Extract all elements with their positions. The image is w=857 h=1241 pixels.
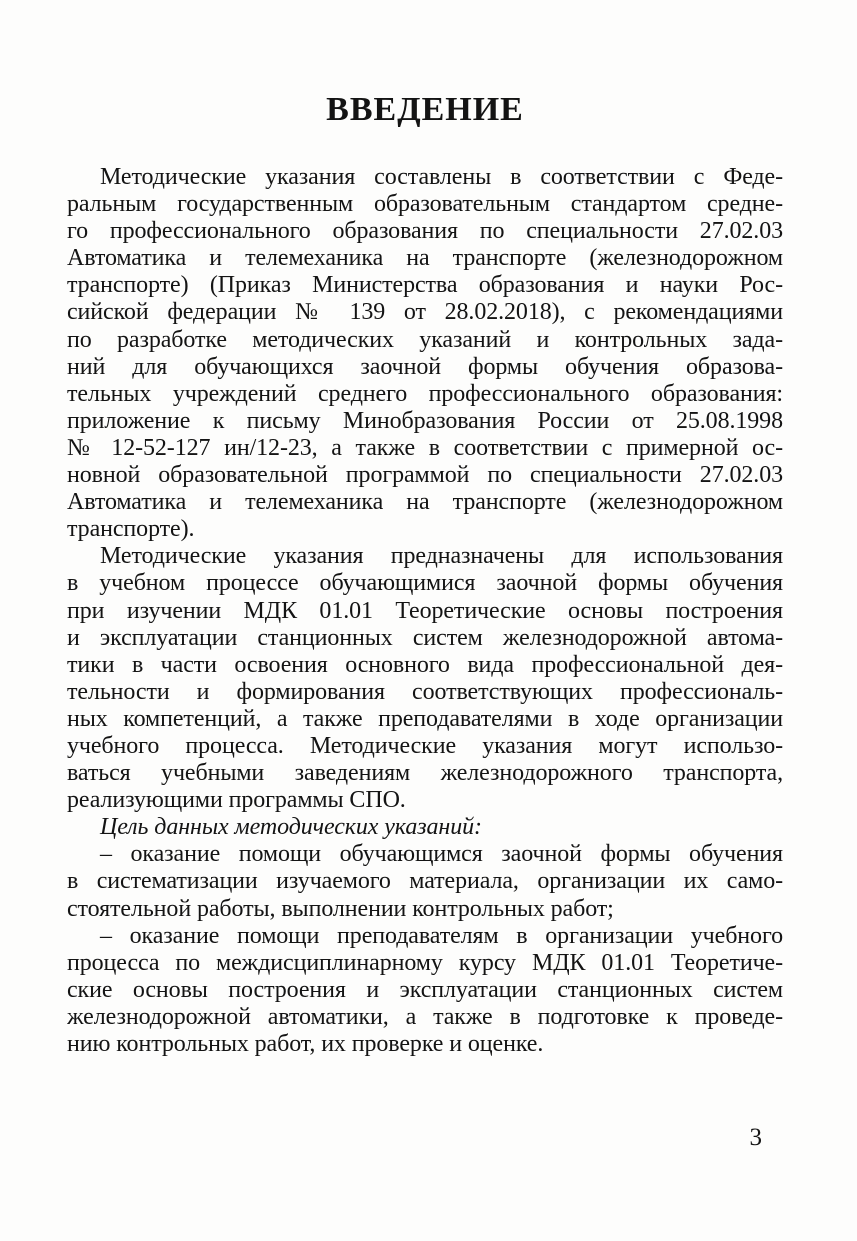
text-line: – оказание помощи обучающимся заочной формы обучения	[100, 841, 783, 868]
text-line: го профессионального образования по специальности 27.02.03	[67, 218, 783, 245]
text-line: Автоматика и телемеханика на транспорте (железнодорожном	[67, 489, 783, 516]
text-line: стоятельной работы, выполнении контрольных работ;	[67, 895, 614, 922]
text-line: № 12-52-127 ин/12-23, а также в соответствии с примерной ос-	[67, 434, 783, 461]
text-line: Методические указания предназначены для использования	[100, 543, 783, 570]
text-line: по разработке методических указаний и контрольных зада-	[67, 326, 783, 353]
text-line: ний для обучающихся заочной формы обучения образова-	[67, 353, 783, 380]
text-line: нию контрольных работ, их проверке и оценке.	[67, 1031, 544, 1057]
text-line: при изучении МДК 01.01 Теоретические основы построения	[67, 597, 783, 624]
text-line: ральным государственным образовательным стандартом средне-	[67, 191, 783, 218]
document-body	[67, 164, 783, 1058]
text-line: Методические указания составлены в соответствии с Феде-	[100, 164, 783, 190]
text-line: – оказание помощи преподавателям в организации учебного	[100, 922, 783, 949]
text-line: и эксплуатации станционных систем железнодорожной автома-	[67, 624, 783, 651]
text-line: транспорте) (Приказ Министерства образования и науки Рос-	[67, 272, 783, 299]
text-line: ваться учебными заведениям железнодорожного транспорта,	[67, 760, 783, 787]
text-line: тельности и формирования соответствующих профессиональ-	[67, 678, 783, 705]
text-line: новной образовательной программой по специальности 27.02.03	[67, 462, 783, 489]
page-title: ВВЕДЕНИЕ	[326, 91, 524, 128]
text-line: в учебном процессе обучающимися заочной формы обучения	[67, 570, 783, 597]
text-line: Автоматика и телемеханика на транспорте (железнодорожном	[67, 245, 783, 272]
text-line: Цель данных методических указаний:	[100, 814, 482, 841]
text-line: приложение к письму Минобразования России от 25.08.1998	[67, 407, 783, 434]
text-line: сийской федерации № 139 от 28.02.2018), с рекомендациями	[67, 299, 783, 326]
text-line: ных компетенций, а также преподавателями в ходе организации	[67, 705, 783, 732]
text-line: железнодорожной автоматики, а также в подготовке к проведе-	[67, 1003, 783, 1030]
page-number: 3	[749, 1124, 762, 1151]
text-line: транспорте).	[67, 516, 195, 543]
text-line: процесса по междисциплинарному курсу МДК 01.01 Теоретиче-	[67, 949, 783, 976]
text-line: реализующими программы СПО.	[67, 787, 406, 814]
text-line: тики в части освоения основного вида профессиональной дея-	[67, 651, 783, 678]
text-line: в систематизации изучаемого материала, организации их само-	[67, 868, 783, 895]
text-line: учебного процесса. Методические указания могут использо-	[67, 732, 783, 759]
text-line: тельных учреждений среднего профессионального образования:	[67, 380, 783, 407]
text-line: ские основы построения и эксплуатации станционных систем	[67, 976, 783, 1003]
